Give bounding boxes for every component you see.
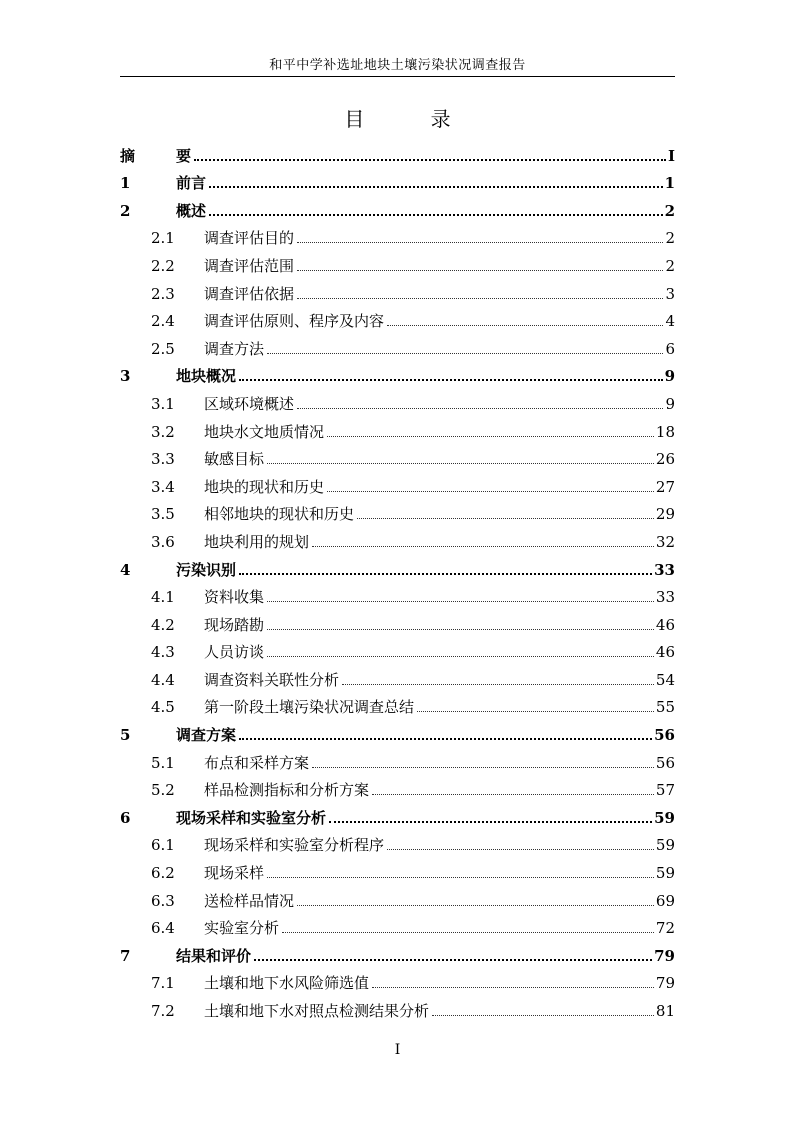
toc-entry-number: 2.2 bbox=[151, 256, 175, 275]
toc-entry-page: 1 bbox=[664, 174, 675, 193]
toc-dot-leader bbox=[194, 159, 666, 161]
toc-entry-number: 6.2 bbox=[151, 864, 175, 883]
toc-entry-title: 人员访谈 bbox=[204, 643, 265, 662]
toc-dot-leader bbox=[297, 270, 663, 271]
toc-dot-leader bbox=[432, 1015, 654, 1016]
toc-entry-number: 3.6 bbox=[151, 532, 175, 551]
toc-entry-page: I bbox=[667, 146, 675, 165]
toc-dot-leader bbox=[267, 601, 654, 602]
toc-entry[interactable] bbox=[120, 776, 675, 804]
toc-entry[interactable] bbox=[120, 555, 675, 583]
toc-entry[interactable] bbox=[120, 914, 675, 942]
toc-entry-page: 59 bbox=[655, 836, 675, 855]
toc-entry-page: 26 bbox=[655, 450, 675, 469]
toc-entry[interactable] bbox=[120, 527, 675, 555]
toc-entry-number: 3 bbox=[120, 367, 131, 386]
toc-entry-title: 实验室分析 bbox=[204, 919, 280, 938]
toc-dot-leader bbox=[209, 214, 663, 216]
toc-entry-number: 4.5 bbox=[151, 698, 175, 717]
toc-entry-number: 2 bbox=[120, 201, 131, 220]
toc-entry[interactable] bbox=[120, 224, 675, 252]
toc-entry-title: 前言 bbox=[176, 174, 207, 193]
toc-entry-number: 2.3 bbox=[151, 284, 175, 303]
toc-dot-leader bbox=[327, 436, 654, 437]
toc-entry-title: 样品检测指标和分析方案 bbox=[204, 781, 370, 800]
running-header: 和平中学补选址地块土壤污染状况调查报告 bbox=[269, 58, 526, 73]
toc-entry-page: 69 bbox=[655, 891, 675, 910]
toc-entry-number: 2.1 bbox=[151, 229, 175, 248]
toc-entry-title: 调查评估依据 bbox=[204, 284, 295, 303]
toc-entry-title: 结果和评价 bbox=[176, 946, 252, 965]
toc-entry-number: 6.1 bbox=[151, 836, 175, 855]
toc-entry[interactable] bbox=[120, 693, 675, 721]
toc-dot-leader bbox=[312, 546, 654, 547]
toc-dot-leader bbox=[267, 877, 654, 878]
toc-entry[interactable] bbox=[120, 858, 675, 886]
toc-dot-leader bbox=[209, 186, 663, 188]
toc-entry[interactable] bbox=[120, 831, 675, 859]
table-of-contents bbox=[120, 141, 675, 1024]
toc-entry[interactable] bbox=[120, 969, 675, 997]
toc-dot-leader bbox=[357, 518, 654, 519]
toc-dot-leader bbox=[267, 353, 663, 354]
toc-entry-number: 5 bbox=[120, 726, 131, 745]
toc-entry-page: 46 bbox=[655, 643, 675, 662]
toc-entry-title: 第一阶段土壤污染状况调查总结 bbox=[204, 698, 415, 717]
toc-entry-page: 79 bbox=[654, 946, 675, 965]
toc-entry[interactable] bbox=[120, 141, 675, 169]
toc-entry[interactable] bbox=[120, 445, 675, 473]
toc-entry[interactable] bbox=[120, 169, 675, 197]
page-number: I bbox=[394, 1042, 401, 1058]
toc-entry-page: 27 bbox=[655, 477, 675, 496]
toc-entry-title: 调查评估范围 bbox=[204, 256, 295, 275]
toc-entry-title: 现场踏勘 bbox=[204, 615, 265, 634]
toc-entry-number: 3.1 bbox=[151, 394, 175, 413]
toc-entry-page: 2 bbox=[664, 201, 675, 220]
toc-entry-title: 地块的现状和历史 bbox=[204, 477, 325, 496]
toc-entry-page: 72 bbox=[655, 919, 675, 938]
toc-entry-number: 7.2 bbox=[151, 1002, 175, 1020]
toc-entry-page: 56 bbox=[655, 753, 675, 772]
toc-dot-leader bbox=[329, 821, 652, 823]
toc-dot-leader bbox=[239, 738, 652, 740]
toc-entry-page: 32 bbox=[655, 532, 675, 551]
toc-entry-page: 4 bbox=[665, 312, 675, 331]
toc-entry-number: 2.4 bbox=[151, 312, 175, 331]
toc-entry-number: 摘 bbox=[120, 146, 136, 165]
toc-entry-page: 2 bbox=[665, 229, 675, 248]
toc-entry-number: 7 bbox=[120, 946, 131, 965]
toc-entry[interactable] bbox=[120, 334, 675, 362]
toc-entry-title: 调查评估原则、程序及内容 bbox=[204, 312, 385, 331]
toc-dot-leader bbox=[372, 794, 654, 795]
toc-entry[interactable] bbox=[120, 638, 675, 666]
toc-entry-number: 2.5 bbox=[151, 339, 175, 358]
toc-entry-number: 6.4 bbox=[151, 919, 175, 938]
toc-entry[interactable] bbox=[120, 720, 675, 748]
toc-entry-number: 4 bbox=[120, 560, 131, 579]
toc-entry-title: 调查资料关联性分析 bbox=[204, 670, 340, 689]
toc-entry-title: 布点和采样方案 bbox=[204, 753, 310, 772]
toc-entry-number: 6.3 bbox=[151, 891, 175, 910]
toc-entry[interactable] bbox=[120, 279, 675, 307]
toc-entry[interactable] bbox=[120, 665, 675, 693]
toc-dot-leader bbox=[267, 463, 654, 464]
toc-entry-title: 相邻地块的现状和历史 bbox=[204, 505, 355, 524]
toc-entry-number: 3.5 bbox=[151, 505, 175, 524]
toc-entry-page: 46 bbox=[655, 615, 675, 634]
toc-dot-leader bbox=[372, 987, 654, 988]
toc-entry-title: 地块概况 bbox=[176, 367, 237, 386]
toc-dot-leader bbox=[297, 242, 663, 243]
toc-entry-number: 3.2 bbox=[151, 422, 175, 441]
toc-entry-page: 9 bbox=[664, 367, 675, 386]
toc-dot-leader bbox=[342, 684, 654, 685]
toc-entry-page: 2 bbox=[665, 256, 675, 275]
toc-entry-title: 要 bbox=[176, 146, 192, 165]
toc-dot-leader bbox=[312, 767, 654, 768]
toc-dot-leader bbox=[297, 408, 663, 409]
toc-entry-page: 59 bbox=[655, 864, 675, 883]
toc-entry-page: 57 bbox=[655, 781, 675, 800]
toc-entry[interactable] bbox=[120, 886, 675, 914]
toc-entry[interactable] bbox=[120, 389, 675, 417]
toc-entry-title: 调查评估目的 bbox=[204, 229, 295, 248]
toc-entry-number: 4.3 bbox=[151, 643, 175, 662]
toc-dot-leader bbox=[254, 959, 652, 961]
toc-entry-title: 概述 bbox=[176, 201, 207, 220]
toc-entry[interactable] bbox=[120, 941, 675, 969]
toc-entry-title: 敏感目标 bbox=[204, 450, 265, 469]
toc-entry-number: 3.3 bbox=[151, 450, 175, 469]
toc-entry-title: 送检样品情况 bbox=[204, 891, 295, 910]
toc-entry-number: 3.4 bbox=[151, 477, 175, 496]
toc-entry[interactable] bbox=[120, 362, 675, 390]
toc-entry-page: 3 bbox=[665, 284, 675, 303]
toc-dot-leader bbox=[239, 573, 652, 575]
toc-dot-leader bbox=[239, 379, 663, 381]
toc-entry-page: 6 bbox=[665, 339, 675, 358]
toc-entry-page: 18 bbox=[655, 422, 675, 441]
toc-entry[interactable] bbox=[120, 610, 675, 638]
toc-entry-number: 6 bbox=[120, 808, 131, 827]
toc-entry-title: 资料收集 bbox=[204, 588, 265, 607]
toc-entry[interactable] bbox=[120, 803, 675, 831]
toc-entry-page: 29 bbox=[655, 505, 675, 524]
toc-entry[interactable] bbox=[120, 472, 675, 500]
toc-dot-leader bbox=[387, 325, 663, 326]
toc-dot-leader bbox=[267, 656, 654, 657]
toc-entry-title: 污染识别 bbox=[176, 560, 237, 579]
toc-entry-number: 5.1 bbox=[151, 753, 175, 772]
toc-dot-leader bbox=[387, 849, 654, 850]
toc-entry-page: 54 bbox=[655, 670, 675, 689]
toc-entry-title: 调查方法 bbox=[204, 339, 265, 358]
toc-entry-title: 区域环境概述 bbox=[204, 394, 295, 413]
toc-entry[interactable] bbox=[120, 500, 675, 528]
toc-entry-page: 9 bbox=[665, 394, 675, 413]
toc-entry[interactable] bbox=[120, 996, 675, 1024]
toc-entry-title: 调查方案 bbox=[176, 726, 237, 745]
toc-entry-number: 1 bbox=[120, 174, 131, 193]
toc-entry-title: 土壤和地下水对照点检测结果分析 bbox=[204, 1002, 430, 1020]
toc-entry-page: 59 bbox=[654, 808, 675, 827]
toc-entry[interactable] bbox=[120, 583, 675, 611]
toc-entry-page: 33 bbox=[654, 560, 675, 579]
toc-entry-page: 79 bbox=[655, 974, 675, 993]
toc-entry-page: 56 bbox=[654, 726, 675, 745]
toc-entry-page: 33 bbox=[655, 588, 675, 607]
toc-dot-leader bbox=[282, 932, 654, 933]
toc-entry-title: 土壤和地下水风险筛选值 bbox=[204, 974, 370, 993]
toc-dot-leader bbox=[417, 711, 654, 712]
toc-entry-page: 81 bbox=[655, 1002, 675, 1020]
toc-entry-number: 5.2 bbox=[151, 781, 175, 800]
header-rule bbox=[120, 76, 675, 77]
toc-entry-page: 55 bbox=[655, 698, 675, 717]
toc-title: 目 录 bbox=[344, 107, 481, 131]
toc-entry-title: 现场采样和实验室分析 bbox=[176, 808, 327, 827]
toc-dot-leader bbox=[267, 629, 654, 630]
toc-entry-number: 7.1 bbox=[151, 974, 175, 993]
toc-dot-leader bbox=[327, 491, 654, 492]
toc-entry[interactable] bbox=[120, 196, 675, 224]
toc-entry-number: 4.1 bbox=[151, 588, 175, 607]
toc-entry[interactable] bbox=[120, 748, 675, 776]
toc-dot-leader bbox=[297, 905, 654, 906]
toc-dot-leader bbox=[297, 298, 663, 299]
toc-entry-title: 地块利用的规划 bbox=[204, 532, 310, 551]
toc-entry-title: 现场采样 bbox=[204, 864, 265, 883]
toc-entry-title: 现场采样和实验室分析程序 bbox=[204, 836, 385, 855]
toc-entry-number: 4.2 bbox=[151, 615, 175, 634]
toc-entry[interactable] bbox=[120, 417, 675, 445]
toc-entry[interactable] bbox=[120, 307, 675, 335]
toc-entry-title: 地块水文地质情况 bbox=[204, 422, 325, 441]
toc-entry[interactable] bbox=[120, 251, 675, 279]
toc-entry-number: 4.4 bbox=[151, 670, 175, 689]
